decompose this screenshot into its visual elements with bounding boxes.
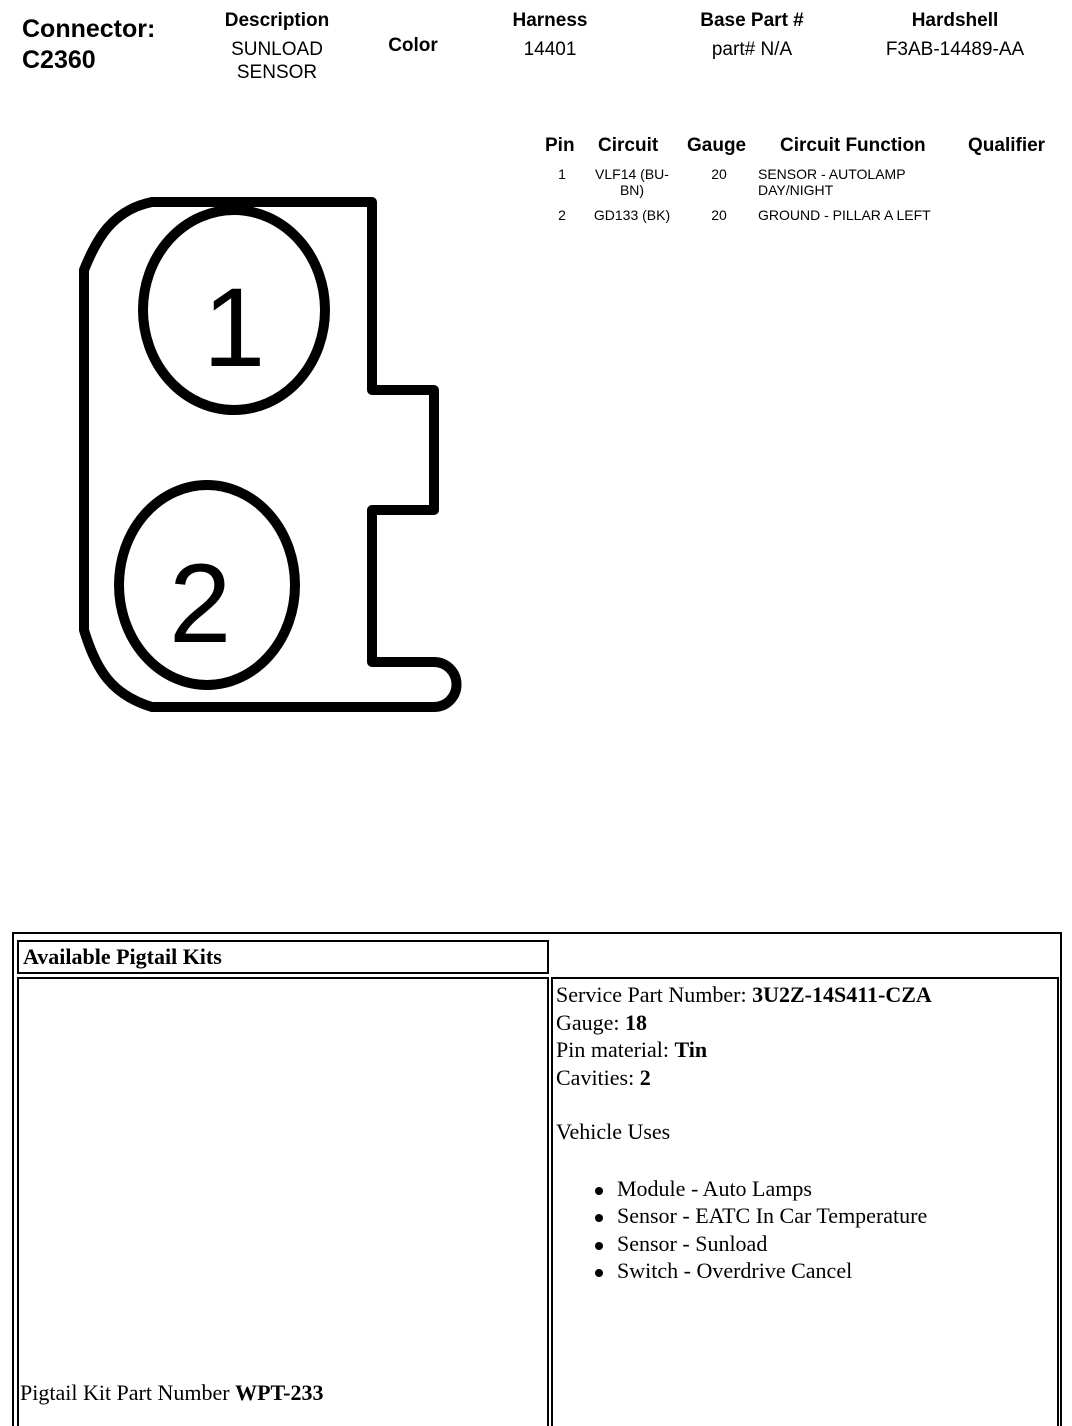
kit-part-value: WPT-233 — [235, 1380, 324, 1405]
table-row-1-circuit-line1: VLF14 (BU- — [595, 166, 669, 182]
table-row-1-gauge: 20 — [711, 166, 727, 182]
service-part-value: 3U2Z-14S411-CZA — [752, 982, 932, 1007]
table-row-1-function — [758, 166, 978, 198]
vehicle-uses-list — [556, 1175, 1054, 1285]
connector-id: C2360 — [22, 46, 96, 74]
vehicle-uses-label: Vehicle Uses — [556, 1119, 671, 1144]
connector-left-edge — [84, 202, 152, 707]
harness-label: Harness — [512, 10, 588, 31]
base-part-column — [666, 10, 838, 61]
table-row-2-pin: 2 — [558, 207, 566, 223]
pigtail-details — [556, 981, 1054, 1285]
connector-face-diagram — [72, 190, 462, 720]
pin-material-line — [556, 1036, 1054, 1064]
table-row-1-function-line1: SENSOR - AUTOLAMP — [758, 166, 906, 182]
table-row-2-gauge: 20 — [711, 207, 727, 223]
table-row-1-circuit-line2: BN) — [619, 182, 645, 198]
table-row-2-circuit: GD133 (BK) — [593, 207, 671, 223]
list-item: Module - Auto Lamps — [556, 1175, 1054, 1203]
harness-column — [480, 10, 620, 61]
gauge-value: 18 — [625, 1009, 648, 1035]
pigtail-image-cell — [17, 977, 549, 1426]
cavities-value: 2 — [639, 1064, 651, 1090]
kit-part-label: Pigtail Kit Part Number — [20, 1380, 236, 1405]
description-column — [196, 10, 358, 84]
pin-table-header-gauge: Gauge — [687, 135, 747, 156]
connector-title — [22, 14, 155, 76]
table-row-2-function: GROUND - PILLAR A LEFT — [758, 207, 931, 223]
gauge-label: Gauge: — [556, 1009, 626, 1035]
table-row-1-pin: 1 — [558, 166, 566, 182]
table-row-1-circuit — [582, 166, 682, 198]
description-label: Description — [224, 10, 330, 31]
list-item: Sensor - EATC In Car Temperature — [556, 1202, 1054, 1230]
cavity-1-label: 1 — [203, 265, 266, 390]
hardshell-label: Hardshell — [911, 10, 999, 31]
pin-material-value: Tin — [674, 1037, 708, 1062]
pin-table-header-circuit: Circuit — [598, 135, 659, 156]
pin-table-header-qualifier: Qualifier — [968, 135, 1046, 156]
pin-table-header-pin: Pin — [545, 135, 575, 156]
list-item: Sensor - Sunload — [556, 1230, 1054, 1258]
connector-label: Connector: — [22, 15, 156, 43]
color-label: Color — [388, 35, 438, 56]
harness-value: 14401 — [523, 39, 577, 60]
base-part-label: Base Part # — [700, 10, 804, 31]
cavities-line — [556, 1064, 1054, 1092]
pigtail-kits-title: Available Pigtail Kits — [17, 940, 549, 974]
table-row-1-function-line2: DAY/NIGHT — [758, 182, 834, 198]
pigtail-kit-part-number — [20, 1379, 324, 1407]
gauge-line — [556, 1009, 1054, 1037]
cavities-label: Cavities: — [556, 1064, 640, 1090]
service-part-label: Service Part Number: — [556, 982, 753, 1007]
pin-table-header-function: Circuit Function — [780, 135, 926, 156]
pin-material-label: Pin material: — [556, 1037, 675, 1062]
hardshell-column — [862, 10, 1048, 61]
service-part-number — [556, 981, 1054, 1009]
hardshell-value: F3AB-14489-AA — [885, 39, 1025, 60]
base-part-value: part# N/A — [711, 39, 793, 60]
cavity-2-label: 2 — [169, 541, 232, 666]
list-item: Switch - Overdrive Cancel — [556, 1257, 1054, 1285]
description-value: SUNLOAD SENSOR — [231, 39, 323, 83]
